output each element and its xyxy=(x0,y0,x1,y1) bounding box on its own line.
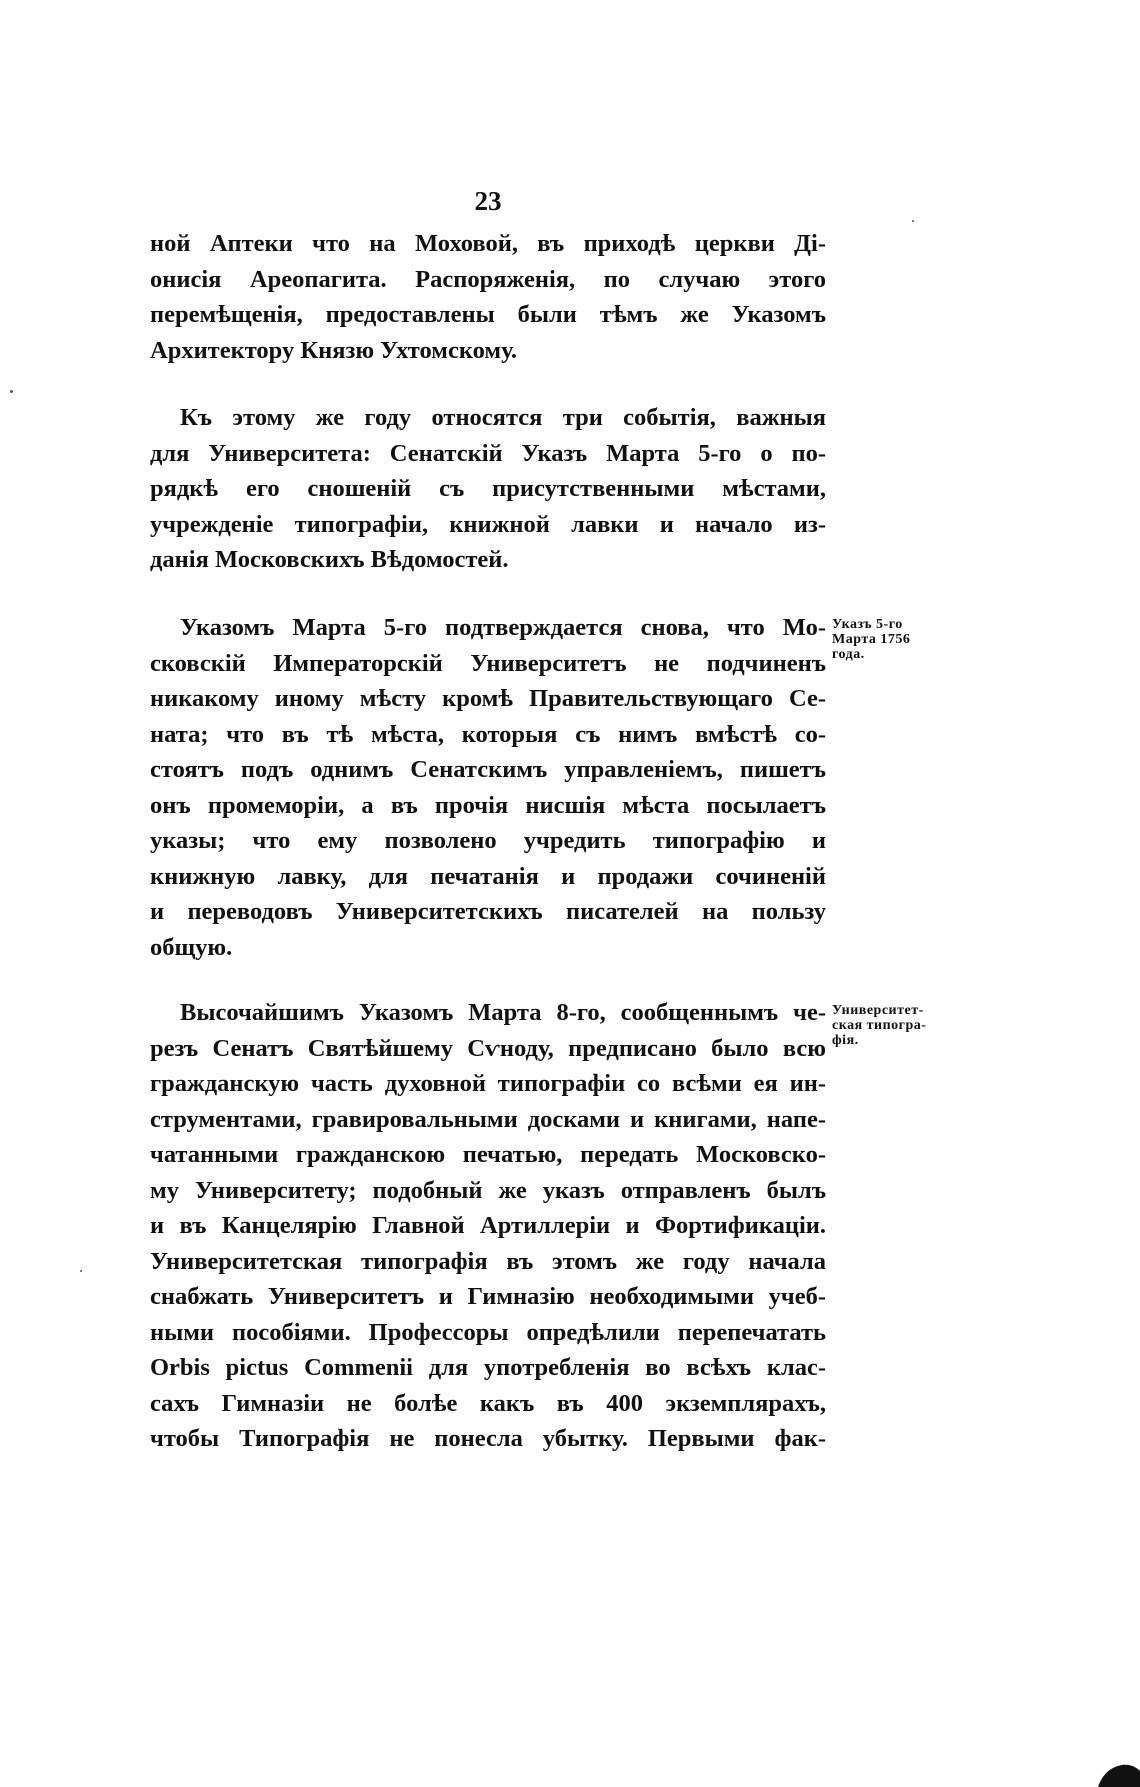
text-line: му Университету; подобный же указъ отправленъ былъ xyxy=(150,1176,826,1204)
margin-note-typography xyxy=(832,1003,967,1048)
text-line: чтобы Типографія не понесла убытку. Первыми фак- xyxy=(150,1425,826,1452)
text-line: перемѣщенія, предоставлены были тѣмъ же Указомъ xyxy=(150,301,826,328)
paragraph-2 xyxy=(150,400,826,578)
text-line: Высочайшимъ Указомъ Марта 8-го, сообщеннымъ че- xyxy=(180,999,826,1026)
text-line: снабжать Университетъ и Гимназію необходимыми учеб- xyxy=(150,1283,826,1310)
text-line: ной Аптеки что на Моховой, въ приходѣ церкви Ді- xyxy=(150,230,826,257)
paragraph-3 xyxy=(150,610,826,965)
margin-note-line: Указъ 5-го xyxy=(832,617,903,632)
paragraph-4 xyxy=(150,995,826,1457)
text-line: онъ промеморіи, а въ прочія нисшія мѣста посылаетъ xyxy=(150,791,826,819)
text-line: Университетская типографія въ этомъ же году начала xyxy=(150,1247,826,1275)
margin-note-line: года. xyxy=(832,647,865,662)
text-line: стоятъ подъ однимъ Сенатскимъ управленіемъ, пишетъ xyxy=(150,756,826,783)
margin-note-line: Университет- xyxy=(832,1003,924,1018)
text-line: данія Московскихъ Вѣдомостей. xyxy=(150,546,509,573)
margin-note-decree xyxy=(832,617,967,662)
scan-speck xyxy=(10,390,13,393)
text-line: книжную лавку, для печатанія и продажи сочиненій xyxy=(150,862,826,890)
text-line: ными пособіями. Профессоры опредѣлили перепечатать xyxy=(150,1318,826,1346)
text-line: Архитектору Князю Ухтомскому. xyxy=(150,336,518,364)
text-line: ната; что въ тѣ мѣста, которыя съ нимъ вмѣстѣ со- xyxy=(150,720,826,748)
scan-speck xyxy=(912,220,914,222)
margin-note-line: ская типогра- xyxy=(832,1018,927,1033)
text-line: рядкѣ его сношеній съ присутственными мѣстами, xyxy=(150,475,826,502)
text-line: для Университета: Сенатскій Указъ Марта 5-го о по- xyxy=(150,439,826,467)
text-line: и переводовъ Университетскихъ писателей на пользу xyxy=(150,898,826,925)
text-line: гражданскую часть духовной типографіи со всѣми ея ин- xyxy=(150,1070,826,1097)
text-line: учрежденіе типографіи, книжной лавки и начало из- xyxy=(150,510,826,538)
margin-note-line: Марта 1756 xyxy=(832,632,911,647)
ink-stain xyxy=(1096,1761,1140,1787)
text-line: Orbis pictus Commenii для употребленія во всѣхъ клас- xyxy=(150,1354,826,1381)
text-line: указы; что ему позволено учредить типографію и xyxy=(150,827,826,854)
scan-speck xyxy=(80,1270,82,1272)
page-number: 23 xyxy=(474,186,502,216)
paragraph-1 xyxy=(150,226,826,368)
text-line: резъ Сенатъ Святѣйшему Сѵноду, предписано было всю xyxy=(150,1034,826,1062)
text-line: Къ этому же году относятся три событія, важныя xyxy=(180,404,826,431)
text-line: струментами, гравировальными досками и книгами, напе- xyxy=(150,1105,826,1133)
margin-note-line: фія. xyxy=(832,1033,859,1048)
text-line: сковскій Императорскій Университетъ не подчиненъ xyxy=(150,649,826,677)
text-line: сахъ Гимназіи не болѣе какъ въ 400 экземплярахъ, xyxy=(150,1389,826,1417)
text-line: общую. xyxy=(150,933,233,961)
text-line: никакому иному мѣсту кромѣ Правительствующаго Се- xyxy=(150,685,826,712)
text-line: и въ Канцелярію Главной Артиллеріи и Фортификаціи. xyxy=(150,1212,826,1239)
text-line: Указомъ Марта 5-го подтверждается снова, что Мо- xyxy=(180,614,826,641)
text-line: онисія Ареопагита. Распоряженія, по случаю этого xyxy=(150,265,826,293)
text-line: чатанными гражданскою печатью, передать Московско- xyxy=(150,1141,826,1168)
